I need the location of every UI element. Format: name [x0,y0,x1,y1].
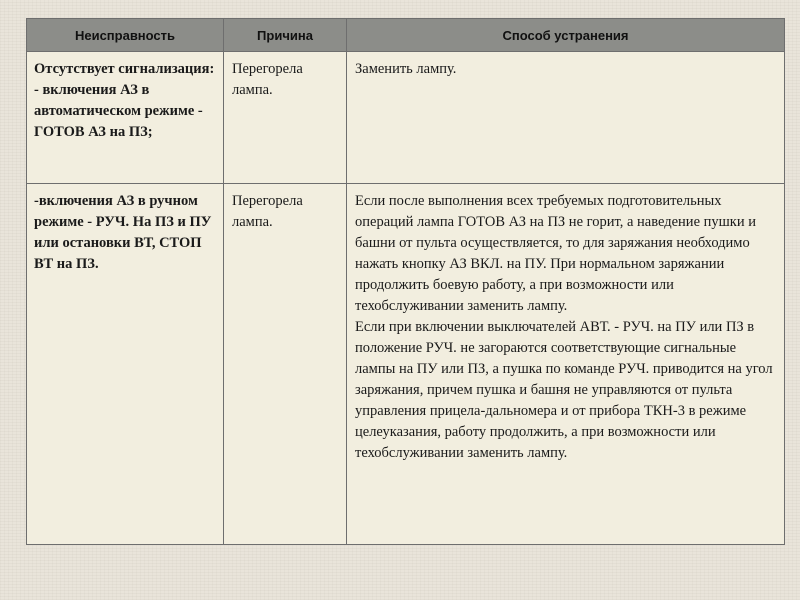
cause-cell: Перегорела лампа. [224,184,347,545]
remedy-paragraph: Если после выполнения всех требуемых подготовительных операций лампа ГОТОВ АЗ на ПЗ не горит, а наведение пушки и башни от пульта осуществляется, то для заряжания необходимо нажать кнопку АЗ ВКЛ. на ПУ. При нормальном заряжании продолжить боевую работу, а при возможности или техобслуживании заменить лампу. [355,193,756,314]
remedy-cell [347,52,785,184]
header-cause: Причина [224,19,347,52]
remedy-cell [347,184,785,545]
table-header-row [27,19,785,52]
remedy-paragraph: Если при включении выключателей АВТ. - РУЧ. на ПУ или ПЗ в положение РУЧ. не загораются соответствующие сигнальные лампы на ПУ или ПЗ, а пушка по команде РУЧ. приводится на угол заряжания, причем пушка и башня не управляются от пульта управления прицела-дальномера и от прибора ТКН-3 в режиме целеуказания, работу продолжить, а при возможности или техобслуживании заменить лампу. [355,319,773,461]
troubleshooting-table [26,18,785,545]
fault-cell: Отсутствует сигнализация: - включения АЗ в автоматическом режиме - ГОТОВ АЗ на ПЗ; [27,52,224,184]
fault-cell: -включения АЗ в ручном режиме - РУЧ. На ПЗ и ПУ или остановки ВТ, СТОП ВТ на ПЗ. [27,184,224,545]
remedy-paragraph: Заменить лампу. [355,61,457,77]
header-fault: Неисправность [27,19,224,52]
header-remedy: Способ устранения [347,19,785,52]
cause-cell: Перегорела лампа. [224,52,347,184]
table-row [27,52,785,184]
table-row [27,184,785,545]
